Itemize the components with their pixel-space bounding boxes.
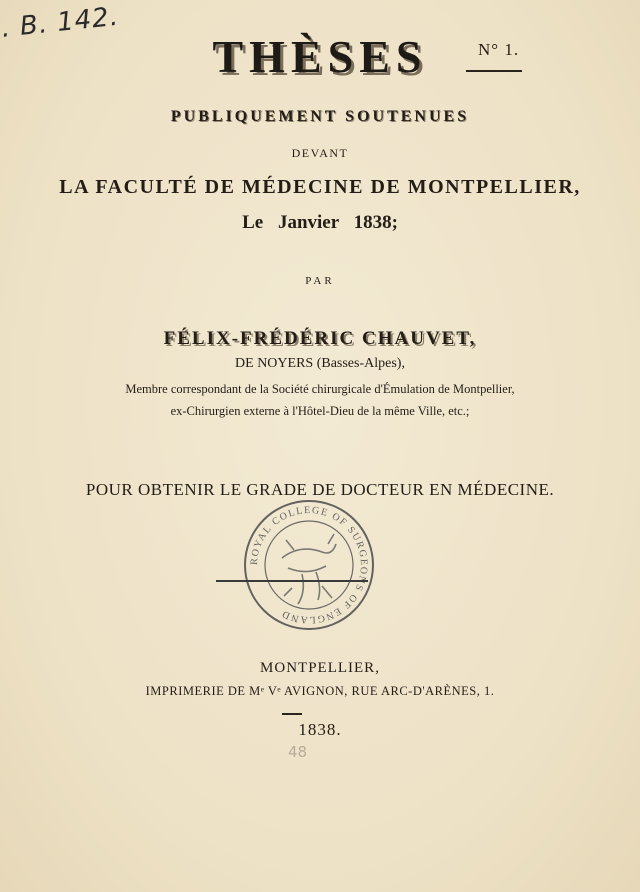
svg-text:ROYAL COLLEGE OF SURGEONS OF E bbox=[249, 505, 369, 625]
imprint-city: MONTPELLIER, bbox=[260, 660, 380, 676]
member-line-2: ex-Chirurgien externe à l'Hôtel-Dieu de la même Ville, etc.; bbox=[170, 404, 470, 418]
number-label: N° 1. bbox=[478, 40, 520, 59]
imprint-rule bbox=[282, 713, 302, 715]
grade-line: POUR OBTENIR LE GRADE DE DOCTEUR EN MÉDECINE. bbox=[85, 480, 555, 499]
author-origin: DE NOYERS (Basses-Alpes), bbox=[235, 356, 405, 371]
member-line-1: Membre correspondant de la Société chirurgicale d'Émulation de Montpellier, bbox=[125, 382, 515, 396]
author-name: FÉLIX-FRÉDÉRIC CHAUVET, bbox=[163, 328, 477, 349]
faculty-line: LA FACULTÉ DE MÉDECINE DE MONTPELLIER, bbox=[59, 176, 581, 198]
subtitle: PUBLIQUEMENT SOUTENUES bbox=[170, 108, 470, 125]
stamp-strike-line bbox=[216, 580, 368, 582]
devant-line: DEVANT bbox=[291, 146, 349, 160]
imprint-printer: IMPRIMERIE DE Mᵉ Vᵉ AVIGNON, RUE ARC-D'ARÈNES, 1. bbox=[145, 684, 495, 698]
par-line: PAR bbox=[305, 275, 335, 287]
imprint-year: 1838. bbox=[298, 720, 342, 739]
shelfmark: . B. 142. bbox=[0, 1, 121, 44]
stamp-text: ROYAL COLLEGE OF SURGEO S OF ENGLAND bbox=[248, 504, 370, 626]
pencil-note: 48 bbox=[288, 743, 308, 761]
thesis-title: THÈSES bbox=[212, 31, 428, 82]
library-stamp-icon bbox=[242, 498, 376, 632]
date-line: Le Janvier 1838; bbox=[242, 212, 398, 233]
